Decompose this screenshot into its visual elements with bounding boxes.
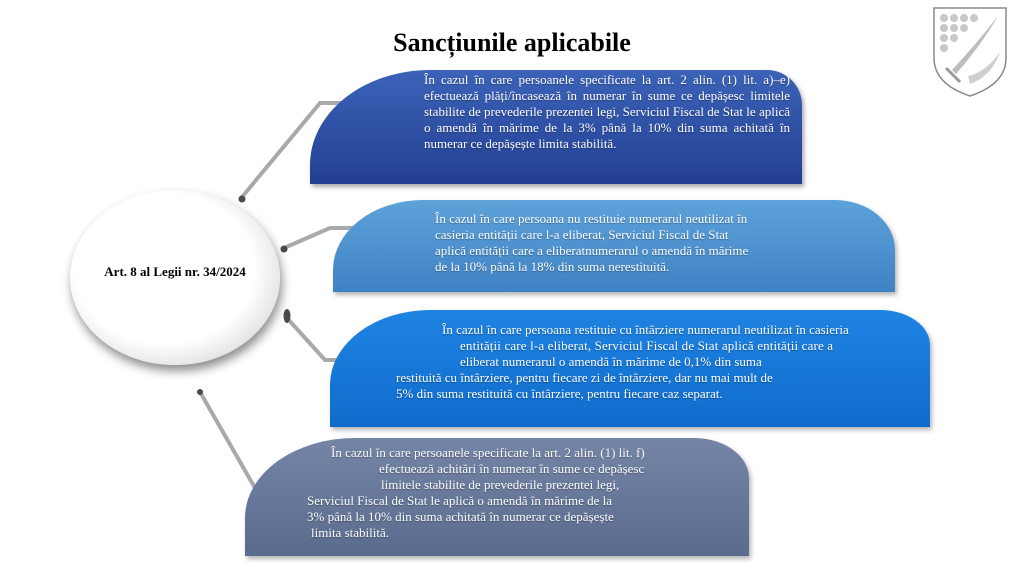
text-line: aplică entității care a eliberatnumerarul o amendă în mărime: [435, 243, 749, 258]
sanction-box-2-text: [435, 211, 805, 275]
center-node: [70, 190, 280, 365]
sanction-box-1: [310, 70, 802, 184]
text-line: În cazul în care persoanele specificate la art. 2 alin. (1) lit. f): [331, 445, 645, 460]
sanction-box-3: [330, 310, 930, 427]
text-line: entității care l-a eliberat, Serviciul Fiscal de Stat aplică entității care a: [460, 338, 834, 353]
text-line: limita stabilită.: [311, 525, 389, 540]
text-line: În cazul în care persoana restituie cu întârziere numerarul neutilizat în casieria: [442, 322, 849, 337]
sanction-box-4: [245, 438, 749, 556]
text-line: În cazul în care persoana nu restituie numerarul neutilizat în: [435, 211, 748, 226]
text-line: eliberat numerarul o amendă în mărime de 0,1% din suma: [460, 354, 762, 369]
text-line: casieria entității care l-a eliberat, Serviciul Fiscal de Stat: [435, 227, 729, 242]
text-line: Serviciul Fiscal de Stat le aplică o amendă în mărime de la: [307, 493, 613, 508]
text-line: efectuează achitări în numerar în sume ce depășesc: [379, 461, 645, 476]
sanction-box-2: [333, 200, 895, 292]
text-line: restituită cu întârziere, pentru fiecare zi de întârziere, dar nu mai mult de: [396, 370, 773, 385]
center-node-label: Art. 8 al Legii nr. 34/2024: [104, 264, 246, 279]
sanction-box-4-text: [307, 445, 717, 541]
sanction-box-1-text: În cazul în care persoanele specificate la art. 2 alin. (1) lit. a)–e) efectuează plăți/încasează în numerar în sume ce depășesc limitele stabilite de prevederile prezentei legi, Serviciul Fiscal de Stat le aplică o amendă în mărime de la 3% până la 10% din suma achitată în numerar ce depășește limita stabilită.: [424, 72, 790, 151]
text-line: limitele stabilite de prevederile prezentei legi,: [381, 477, 620, 492]
text-line: 3% până la 10% din suma achitată în numerar ce depășește: [307, 509, 614, 524]
text-line: de la 10% până la 18% din suma nerestituită.: [435, 259, 670, 274]
text-line: 5% din suma restituită cu întârziere, pentru fiecare caz separat.: [396, 386, 723, 401]
sanction-box-3-text: [396, 322, 918, 402]
slide-title: Sancțiunile aplicabile: [393, 28, 631, 57]
